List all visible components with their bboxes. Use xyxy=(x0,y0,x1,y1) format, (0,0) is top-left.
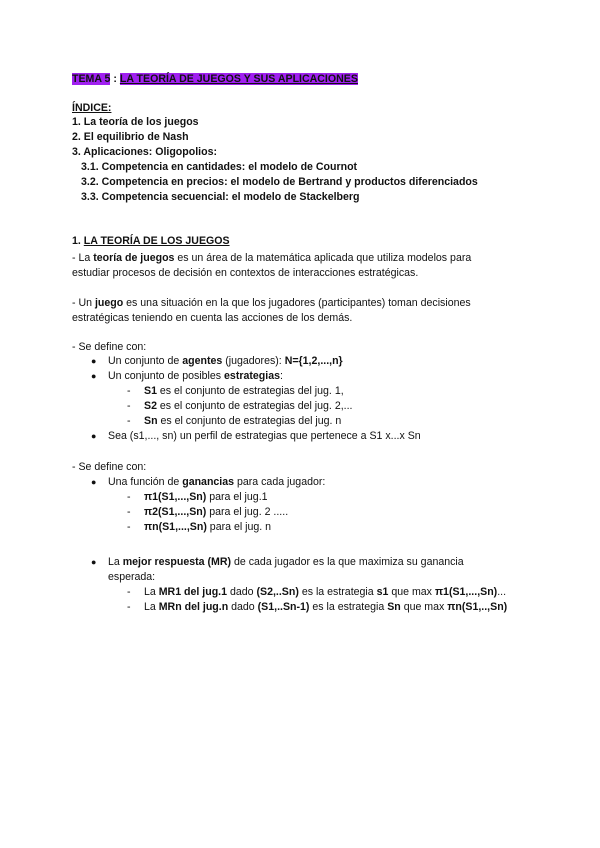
dash-icon: - xyxy=(127,521,131,533)
paragraph-2-line-2: estratégicas teniendo en cuenta las acciones de los demás. xyxy=(72,312,353,324)
define-intro-2: - Se define con: xyxy=(72,461,147,473)
best-response-player-1: La MR1 del jug.1 dado (S2,..Sn) es la estrategia s1 que max π1(S1,...,Sn)... xyxy=(144,586,507,598)
bullet-icon: ● xyxy=(91,356,97,366)
bullet-strategies: Un conjunto de posibles estrategias: xyxy=(108,370,283,382)
best-response-player-n: La MRn del jug.n dado (S1,..Sn-1) es la estrategia Sn que max πn(S1,..,Sn) xyxy=(144,601,508,613)
index-item-2: 2. El equilibrio de Nash xyxy=(72,131,189,143)
payoff-2: π2(S1,...,Sn) para el jug. 2 ..... xyxy=(144,506,289,518)
strategy-sn: Sn es el conjunto de estrategias del jug. n xyxy=(144,415,342,427)
title-separator: : xyxy=(110,73,120,85)
bullet-icon: ● xyxy=(91,431,97,441)
strategy-s1: S1 es el conjunto de estrategias del jug. 1, xyxy=(144,385,344,397)
define-intro-1: - Se define con: xyxy=(72,341,147,353)
dash-icon: - xyxy=(127,385,131,397)
bullet-agents: Un conjunto de agentes (jugadores): N={1,2,...,n} xyxy=(108,355,343,367)
bullet-payoffs: Una función de ganancias para cada jugador: xyxy=(108,476,326,488)
index-item-1: 1. La teoría de los juegos xyxy=(72,116,199,128)
best-response-line-1: La mejor respuesta (MR) de cada jugador es la que maximiza su ganancia xyxy=(108,556,464,568)
bullet-profile: Sea (s1,..., sn) un perfil de estrategias que pertenece a S1 x...x Sn xyxy=(108,430,421,442)
index-subitem-3-1: 3.1. Competencia en cantidades: el modelo de Cournot xyxy=(81,161,358,173)
paragraph-2-line-1: - Un juego es una situación en la que los jugadores (participantes) toman decisiones xyxy=(72,297,471,309)
paragraph-1-line-2: estudiar procesos de decisión en contextos de interacciones estratégicas. xyxy=(72,267,419,279)
dash-icon: - xyxy=(127,491,131,503)
index-heading: ÍNDICE: xyxy=(72,102,112,114)
bullet-icon: ● xyxy=(91,371,97,381)
document-title xyxy=(72,73,358,86)
dash-icon: - xyxy=(127,601,131,613)
index-subitem-3-3: 3.3. Competencia secuencial: el modelo de Stackelberg xyxy=(81,191,360,203)
section-1-heading: 1. LA TEORÍA DE LOS JUEGOS xyxy=(72,235,230,247)
strategy-s2: S2 es el conjunto de estrategias del jug. 2,... xyxy=(144,400,353,412)
index-item-3: 3. Aplicaciones: Oligopolios: xyxy=(72,146,217,158)
dash-icon: - xyxy=(127,415,131,427)
bullet-icon: ● xyxy=(91,557,97,567)
index-subitem-3-2: 3.2. Competencia en precios: el modelo de Bertrand y productos diferenciados xyxy=(81,176,478,188)
best-response-line-2: esperada: xyxy=(108,571,156,583)
dash-icon: - xyxy=(127,506,131,518)
payoff-1: π1(S1,...,Sn) para el jug.1 xyxy=(144,491,268,503)
topic-title: LA TEORÍA DE JUEGOS Y SUS APLICACIONES xyxy=(119,73,358,85)
topic-label: TEMA 5 xyxy=(72,73,111,85)
payoff-n: πn(S1,...,Sn) para el jug. n xyxy=(144,521,272,533)
paragraph-1-line-1: - La teoría de juegos es un área de la matemática aplicada que utiliza modelos para xyxy=(72,252,472,264)
dash-icon: - xyxy=(127,400,131,412)
bullet-icon: ● xyxy=(91,477,97,487)
dash-icon: - xyxy=(127,586,131,598)
